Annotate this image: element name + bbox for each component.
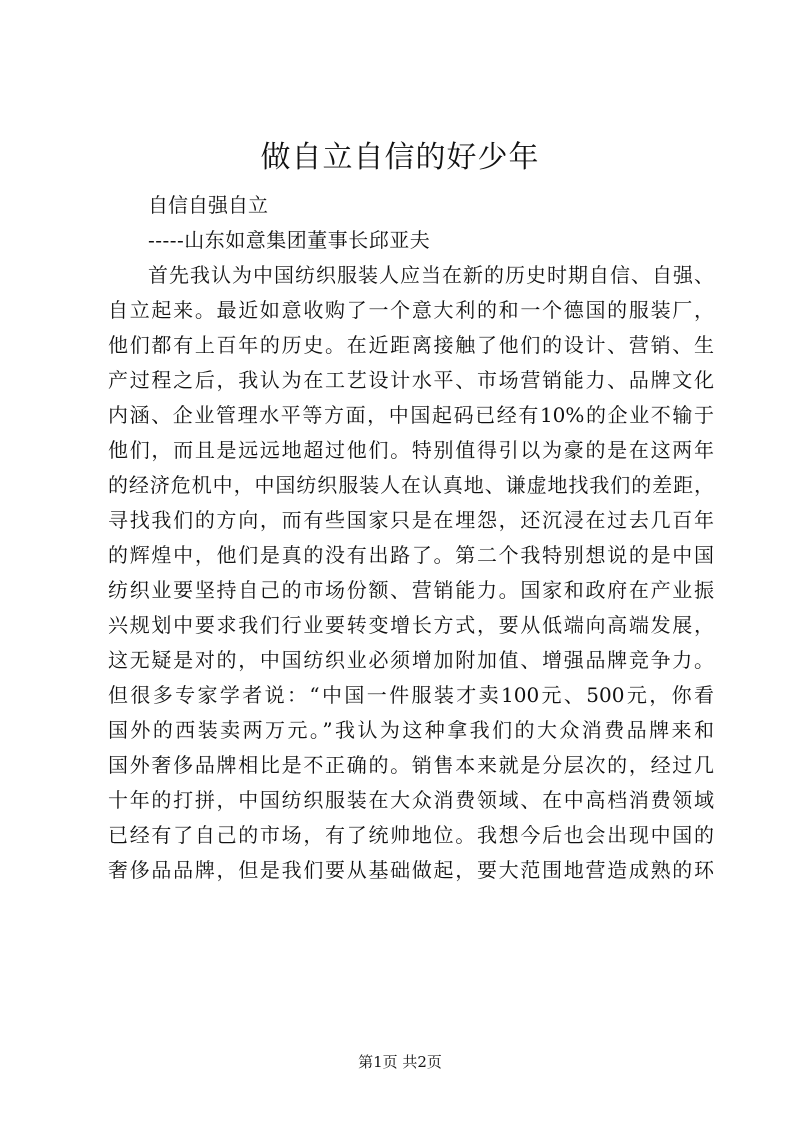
body-line: 纺织业要坚持自己的市场份额、营销能力。国家和政府在产业振 <box>108 578 714 602</box>
body-line: 国外的西装卖两万元。”我认为这种拿我们的大众消费品牌来和 <box>108 718 714 742</box>
body-line: 他们都有上百年的历史。在近距离接触了他们的设计、营销、生 <box>108 333 714 357</box>
page-footer: 第1页 共2页 <box>358 1053 442 1071</box>
body-line: 的经济危机中，中国纺织服装人在认真地、谦虚地找我们的差距， <box>108 473 714 497</box>
body-line: 这无疑是对的，中国纺织业必须增加附加值、增强品牌竞争力。 <box>108 648 714 672</box>
body-line: 自立起来。最近如意收购了一个意大利的和一个德国的服装厂， <box>108 298 714 322</box>
document-body <box>108 188 714 888</box>
body-line: 寻找我们的方向，而有些国家只是在埋怨，还沉浸在过去几百年 <box>108 508 714 532</box>
document-title: 做自立自信的好少年 <box>260 140 540 175</box>
body-line: 首先我认为中国纺织服装人应当在新的历史时期自信、自强、 <box>148 263 714 287</box>
body-line: 国外奢侈品牌相比是不正确的。销售本来就是分层次的，经过几 <box>108 753 714 777</box>
subtitle: 自信自强自立 <box>148 193 268 217</box>
body-line: 十年的打拼，中国纺织服装在大众消费领域、在中高档消费领域 <box>108 788 714 812</box>
body-line: 但很多专家学者说：“中国一件服装才卖100元、500元，你看 <box>108 683 714 707</box>
body-line: 奢侈品品牌，但是我们要从基础做起，要大范围地营造成熟的环 <box>108 858 714 882</box>
body-line: 兴规划中要求我们行业要转变增长方式，要从低端向高端发展， <box>108 613 714 637</box>
body-line: 他们，而且是远远地超过他们。特别值得引以为豪的是在这两年 <box>108 438 714 462</box>
body-line: 的辉煌中，他们是真的没有出路了。第二个我特别想说的是中国 <box>108 543 714 567</box>
body-line: 内涵、企业管理水平等方面，中国起码已经有10%的企业不输于 <box>108 403 714 427</box>
byline: -----山东如意集团董事长邱亚夫 <box>148 228 431 252</box>
body-line: 产过程之后，我认为在工艺设计水平、市场营销能力、品牌文化 <box>108 368 714 392</box>
body-line: 已经有了自己的市场，有了统帅地位。我想今后也会出现中国的 <box>108 823 714 847</box>
